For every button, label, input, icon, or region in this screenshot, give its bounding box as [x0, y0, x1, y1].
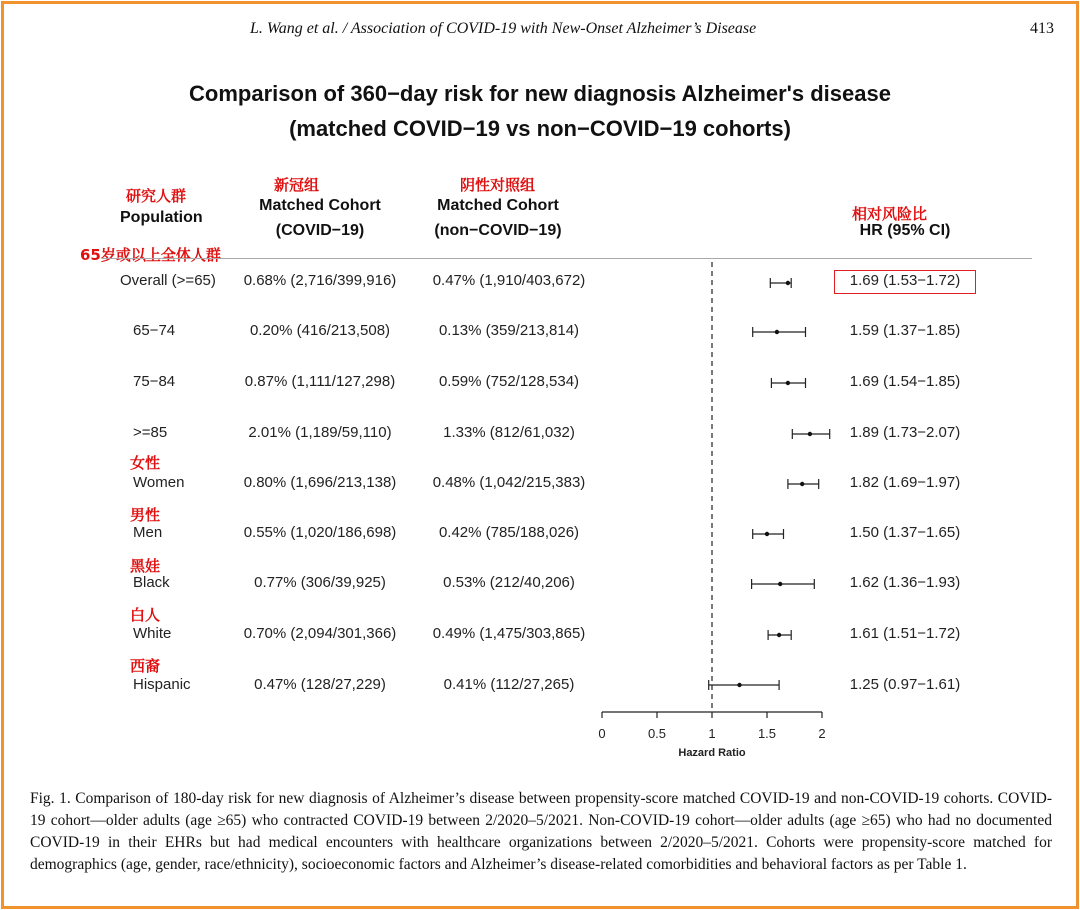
- row-hr: 1.69 (1.53−1.72): [849, 272, 961, 289]
- row-population: 65−74: [133, 322, 176, 339]
- annotation-white-cn: 白人: [130, 606, 161, 624]
- annotation-covid-cn: 新冠组: [274, 176, 320, 194]
- annotation-men-cn: 男性: [130, 506, 161, 524]
- row-covid: 0.68% (2,716/399,916): [243, 272, 397, 289]
- row-noncovid: 0.47% (1,910/403,672): [432, 272, 586, 289]
- row-population: Black: [133, 574, 170, 591]
- annotation-hr-cn: 相对风险比: [852, 205, 928, 223]
- row-noncovid: 0.53% (212/40,206): [443, 574, 575, 591]
- annotation-hispanic-cn: 西裔: [130, 657, 161, 675]
- header-covid-line2: (COVID−19): [275, 222, 365, 239]
- row-hr: 1.25 (0.97−1.61): [849, 676, 961, 693]
- hr-point: [778, 582, 782, 586]
- row-population: Hispanic: [133, 676, 191, 693]
- row-covid: 0.47% (128/27,229): [254, 676, 386, 693]
- row-population: Men: [133, 524, 163, 541]
- header-population: Population: [120, 209, 203, 226]
- running-header-title: L. Wang et al. / Association of COVID-19 with New-Onset Alzheimer’s Disease: [250, 20, 757, 37]
- x-tick-label: 0.5: [647, 726, 667, 741]
- row-population: >=85: [133, 424, 168, 441]
- row-noncovid: 0.48% (1,042/215,383): [432, 474, 586, 491]
- row-noncovid: 0.41% (112/27,265): [443, 676, 575, 693]
- annotation-black-cn: 黑娃: [130, 557, 161, 575]
- row-hr: 1.50 (1.37−1.65): [849, 524, 961, 541]
- x-tick-label: 0: [598, 726, 606, 741]
- row-population: Overall (>=65): [120, 272, 216, 289]
- figure-caption: Fig. 1. Comparison of 180-day risk for new diagnosis of Alzheimer’s disease between propensity-score matched COVID-19 and non-COVID-19 cohorts. COVID-19 cohort—older adults (age ≥65) who contracted COVID-19 between 2/2020–5/2021. Non-COVID-19 cohort—older adults (age ≥65) who had no documented COVID-19 in their EHRs but had medical encounters with healthcare organizations between 2/2020–5/2021. Cohorts were propensity-score matched for demographics (age, gender, race/ethnicity), socioeconomic factors and Alzheimer’s disease-related comorbidities and behavioral factors as per Table 1.: [30, 790, 1052, 873]
- chart-title-line1: Comparison of 360−day risk for new diagnosis Alzheimer's disease: [189, 81, 891, 106]
- row-covid: 0.20% (416/213,508): [249, 322, 391, 339]
- annotation-population-cn: 研究人群: [126, 187, 187, 205]
- header-hr: HR (95% CI): [859, 222, 951, 239]
- hr-point: [786, 281, 790, 285]
- x-axis-label: Hazard Ratio: [678, 747, 746, 759]
- row-hr: 1.59 (1.37−1.85): [849, 322, 961, 339]
- x-tick-label: 2: [818, 726, 826, 741]
- row-covid: 0.87% (1,111/127,298): [244, 373, 396, 390]
- annotation-women-cn: 女性: [130, 454, 161, 472]
- row-noncovid: 0.42% (785/188,026): [438, 524, 580, 541]
- row-population: Women: [133, 474, 185, 491]
- hr-point: [765, 532, 769, 536]
- row-covid: 0.80% (1,696/213,138): [243, 474, 397, 491]
- annotation-overall-cn: 65岁或以上全体人群: [80, 246, 221, 264]
- x-tick-label: 1.5: [757, 726, 777, 741]
- row-noncovid: 1.33% (812/61,032): [443, 424, 575, 441]
- row-hr: 1.89 (1.73−2.07): [849, 424, 961, 441]
- hr-point: [800, 482, 804, 486]
- hr-point: [777, 633, 781, 637]
- row-population: 75−84: [133, 373, 176, 390]
- header-noncovid-line1: Matched Cohort: [437, 197, 559, 214]
- header-covid-line1: Matched Cohort: [259, 197, 381, 214]
- row-covid: 0.55% (1,020/186,698): [243, 524, 397, 541]
- row-noncovid: 0.13% (359/213,814): [438, 322, 580, 339]
- hr-point: [737, 683, 741, 687]
- row-noncovid: 0.49% (1,475/303,865): [432, 625, 586, 642]
- row-covid: 2.01% (1,189/59,110): [248, 424, 392, 441]
- row-hr: 1.61 (1.51−1.72): [849, 625, 961, 642]
- row-population: White: [133, 625, 172, 642]
- header-noncovid-line2: (non−COVID−19): [434, 222, 562, 239]
- row-covid: 0.77% (306/39,925): [254, 574, 386, 591]
- hr-point: [775, 330, 779, 334]
- page-number: 413: [1030, 20, 1054, 37]
- hr-point: [808, 432, 812, 436]
- row-hr: 1.62 (1.36−1.93): [849, 574, 961, 591]
- x-tick-label: 1: [708, 726, 716, 741]
- row-noncovid: 0.59% (752/128,534): [438, 373, 580, 390]
- annotation-noncovid-cn: 阴性对照组: [460, 176, 536, 194]
- row-covid: 0.70% (2,094/301,366): [243, 625, 397, 642]
- chart-title-line2: (matched COVID−19 vs non−COVID−19 cohorts): [289, 116, 791, 141]
- row-hr: 1.69 (1.54−1.85): [849, 373, 961, 390]
- hr-point: [786, 381, 790, 385]
- row-hr: 1.82 (1.69−1.97): [849, 474, 961, 491]
